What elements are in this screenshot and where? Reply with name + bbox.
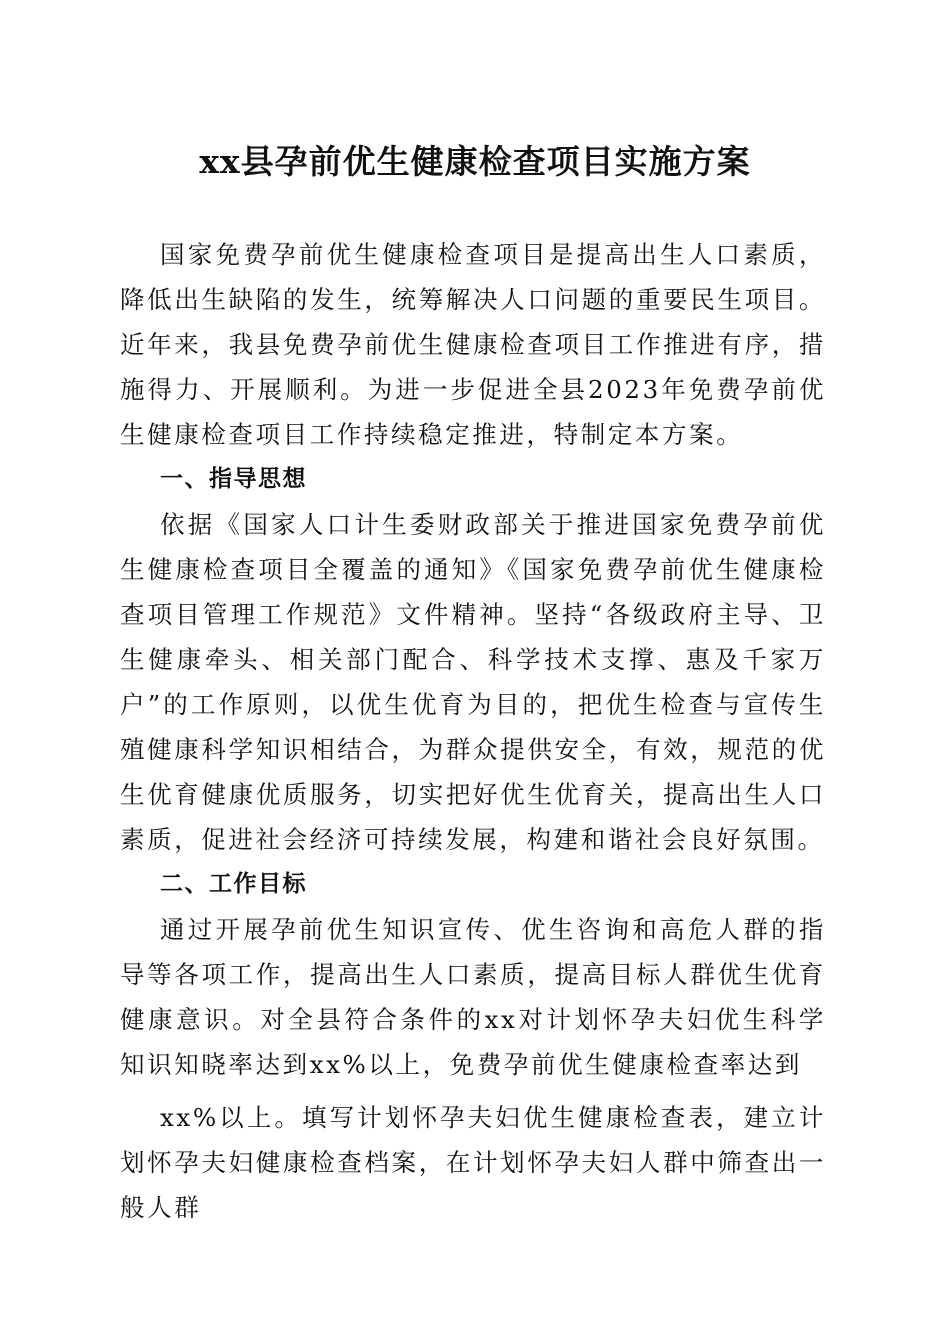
work-goals-continuation: xx%以上。填写计划怀孕夫妇优生健康检查表，建立计划怀孕夫妇健康检查档案，在计划怀孕夫妇人群中筛查出一般人群 xyxy=(120,1103,826,1222)
intro-paragraph: 国家免费孕前优生健康检查项目是提高出生人口素质，降低出生缺陷的发生，统筹解决人口问题的重要民生项目。近年来，我县免费孕前优生健康检查项目工作推进有序，措施得力、开展顺利。为进一步促进全县2023年免费孕前优生健康检查项目工作持续稳定推进，特制定本方案。 xyxy=(120,240,826,449)
document-body xyxy=(120,232,826,1230)
section-heading-guiding-ideology: 一、指导思想 xyxy=(160,466,307,492)
work-goals-paragraph: 通过开展孕前优生知识宣传、优生咨询和高危人群的指导等各项工作，提高出生人口素质，提高目标人群优生优育健康意识。对全县符合条件的xx对计划怀孕夫妇优生科学知识知晓率达到xx%以上，免费孕前优生健康检查率达到 xyxy=(120,915,826,1079)
document-title: xx县孕前优生健康检查项目实施方案 xyxy=(199,142,751,181)
guiding-ideology-paragraph: 依据《国家人口计生委财政部关于推进国家免费孕前优生健康检查项目全覆盖的通知》《国家免费孕前优生健康检查项目管理工作规范》文件精神。坚持“各级政府主导、卫生健康牵头、相关部门配合、科学技术支撑、惠及千家万户”的工作原则，以优生优育为目的，把优生检查与宣传生殖健康科学知识相结合，为群众提供安全，有效，规范的优生优育健康优质服务，切实把好优生优育关，提高出生人口素质，促进社会经济可持续发展，构建和谐社会良好氛围。 xyxy=(120,510,826,854)
section-heading-work-goals: 二、工作目标 xyxy=(160,871,307,897)
